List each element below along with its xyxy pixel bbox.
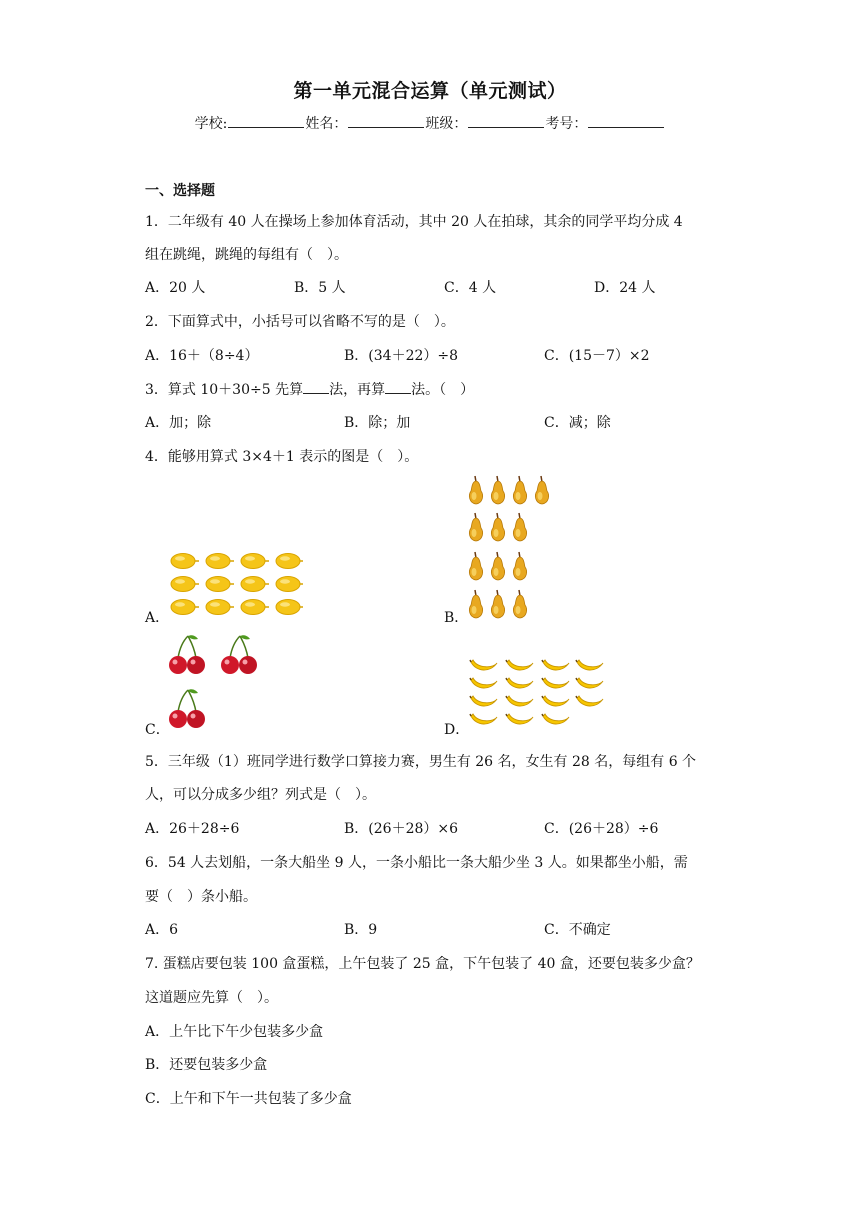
- q1-stem-line2: 组在跳绳，跳绳的每组有（ ）。: [145, 247, 348, 263]
- banana-icon: [470, 660, 603, 724]
- q5-option-a[interactable]: A．26＋28÷6: [145, 821, 240, 837]
- class-label: 班级：: [425, 116, 468, 132]
- school-label: 学校:: [194, 116, 228, 132]
- q2-stem: 2．下面算式中，小括号可以省略不写的是（ ）。: [145, 314, 455, 330]
- q6-stem-line2: 要（ ）条小船。: [145, 889, 257, 905]
- q5-option-b[interactable]: B．(26＋28）×6: [344, 821, 459, 837]
- q6-option-a[interactable]: A．6: [145, 922, 179, 938]
- q7-option-c[interactable]: C．上午和下午一共包装了多少盒: [145, 1091, 352, 1107]
- section-heading: 一、选择题: [145, 183, 215, 199]
- q7-stem-line2: 这道题应先算（ ）。: [145, 990, 278, 1006]
- q3-stem-post: 法。（ ）: [411, 382, 475, 398]
- q3-stem-mid: 法，再算: [329, 382, 386, 398]
- q1-option-a[interactable]: A．20 人: [145, 280, 206, 296]
- pear-icon: [469, 476, 548, 618]
- q4-picture-b[interactable]: [466, 474, 556, 622]
- q4-option-d[interactable]: D．: [444, 722, 470, 738]
- q4-picture-a[interactable]: [168, 550, 303, 620]
- lemon-icon: [171, 554, 303, 615]
- q3-blank-1[interactable]: [303, 381, 329, 394]
- q1-option-c[interactable]: C．4 人: [444, 280, 497, 296]
- q2-option-a[interactable]: A．16＋（8÷4）: [145, 348, 259, 364]
- school-blank[interactable]: [228, 115, 304, 128]
- exam-no-label: 考号：: [545, 116, 588, 132]
- q2-option-b[interactable]: B．(34＋22）÷8: [344, 348, 459, 364]
- q3-stem: [145, 379, 474, 399]
- q6-stem-line1: 6．54 人去划船，一条大船坐 9 人，一条小船比一条大船少坐 3 人。如果都坐小船，需: [145, 855, 688, 871]
- exam-no-blank[interactable]: [588, 115, 664, 128]
- q4-picture-c[interactable]: [166, 632, 266, 734]
- q5-option-c[interactable]: C．(26＋28）÷6: [544, 821, 659, 837]
- q2-option-c[interactable]: C．(15－7）×2: [544, 348, 650, 364]
- q4-option-b[interactable]: B．: [444, 610, 469, 626]
- q4-option-a[interactable]: A．: [145, 610, 170, 626]
- cherry-icon: [169, 635, 257, 728]
- q7-stem-line1: 7. 蛋糕店要包装 100 盒蛋糕，上午包装了 25 盒，下午包装了 40 盒，还要包装多少盒？: [145, 956, 700, 972]
- q6-option-c[interactable]: C．不确定: [544, 922, 611, 938]
- q3-option-c[interactable]: C．减；除: [544, 415, 611, 431]
- q6-option-b[interactable]: B．9: [344, 922, 378, 938]
- q3-option-a[interactable]: A．加；除: [145, 415, 212, 431]
- q5-stem-line2: 人，可以分成多少组？列式是（ ）。: [145, 787, 376, 803]
- q7-option-b[interactable]: B．还要包装多少盒: [145, 1057, 268, 1073]
- q3-stem-pre: 3．算式 10＋30÷5 先算: [145, 382, 304, 398]
- name-label: 姓名：: [305, 116, 348, 132]
- q7-option-a[interactable]: A．上午比下午少包装多少盒: [145, 1024, 324, 1040]
- student-info-row: [0, 113, 860, 133]
- q4-picture-d[interactable]: [468, 654, 613, 734]
- q3-option-b[interactable]: B．除；加: [344, 415, 411, 431]
- q5-stem-line1: 5．三年级（1）班同学进行数学口算接力赛，男生有 26 名，女生有 28 名，每组有 6 个: [145, 754, 697, 770]
- class-blank[interactable]: [468, 115, 544, 128]
- q1-option-b[interactable]: B．5 人: [294, 280, 346, 296]
- name-blank[interactable]: [348, 115, 424, 128]
- q1-option-d[interactable]: D．24 人: [594, 280, 656, 296]
- q3-blank-2[interactable]: [385, 381, 411, 394]
- q1-stem-line1: 1．二年级有 40 人在操场上参加体育活动，其中 20 人在拍球，其余的同学平均分成 4: [145, 214, 683, 230]
- page-title: 第一单元混合运算（单元测试）: [293, 80, 567, 102]
- q4-stem: 4．能够用算式 3×4＋1 表示的图是（ ）。: [145, 449, 419, 465]
- q4-option-c[interactable]: C．: [145, 722, 170, 738]
